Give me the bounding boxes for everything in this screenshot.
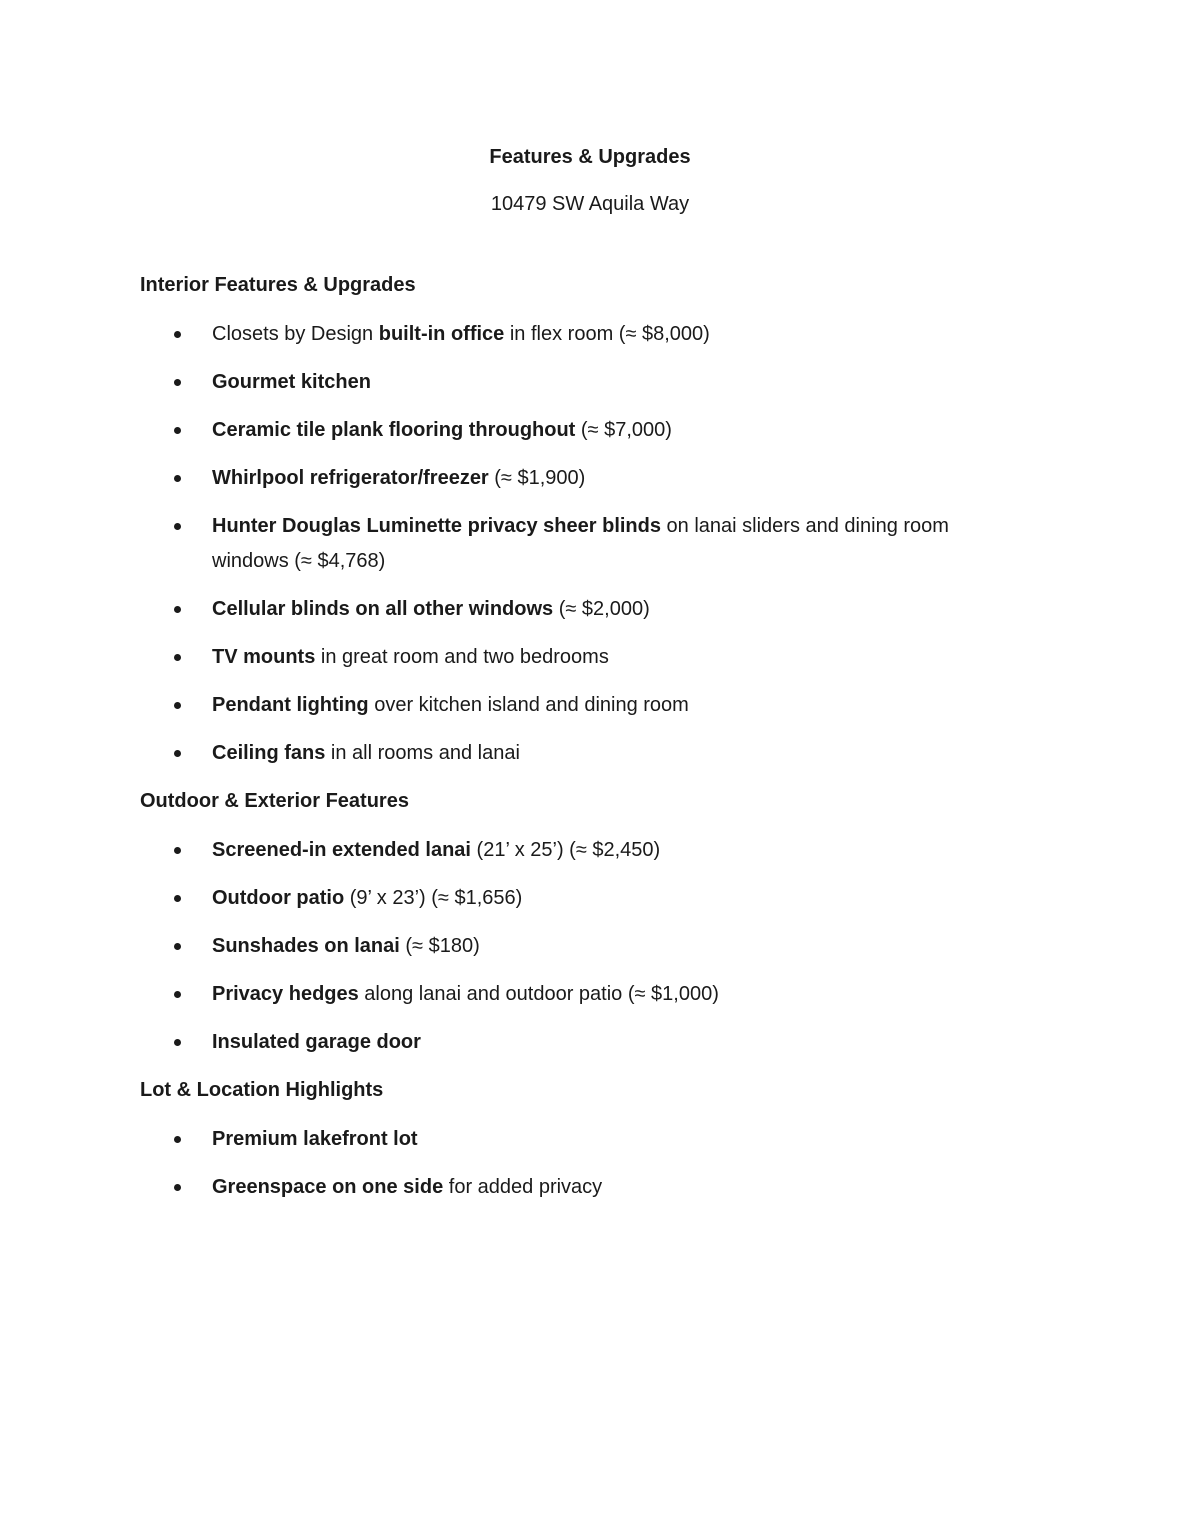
item-text-bold: Cellular blinds on all other windows (212, 598, 554, 620)
list-item (140, 1170, 1012, 1205)
list-item (140, 881, 1012, 916)
bullet-icon (174, 427, 181, 434)
list-item (140, 365, 1012, 400)
section-heading-interior: Interior Features & Upgrades (140, 274, 416, 296)
list-item (140, 736, 1012, 771)
item-text-bold: Sunshades on lanai (212, 935, 400, 957)
item-text-bold: Premium lakefront lot (212, 1128, 418, 1150)
item-text-bold: Insulated garage door (212, 1031, 421, 1053)
item-text-rest: along lanai and outdoor patio (≈ $1,000) (358, 983, 719, 1005)
item-text-rest: (≈ $180) (399, 935, 480, 957)
bullet-icon (174, 331, 181, 338)
item-text-rest: (≈ $1,900) (488, 467, 586, 489)
bullet-icon (174, 475, 181, 482)
list-item (140, 509, 1012, 579)
list-item (140, 592, 1012, 627)
item-text-bold: built-in office (378, 323, 505, 345)
bullet-icon (174, 654, 181, 661)
item-text-rest: in flex room (≈ $8,000) (504, 323, 710, 345)
bullet-icon (174, 895, 181, 902)
bullet-icon (174, 1184, 181, 1191)
item-text-bold: Gourmet kitchen (212, 371, 371, 393)
item-text-rest: in all rooms and lanai (325, 742, 520, 764)
item-text-bold: Whirlpool refrigerator/freezer (212, 467, 489, 489)
list-item (140, 1122, 1012, 1157)
section-heading-lot: Lot & Location Highlights (140, 1079, 384, 1101)
list-item (140, 833, 1012, 868)
feature-list-lot (140, 1122, 1012, 1205)
bullet-icon (174, 847, 181, 854)
bullet-icon (174, 1136, 181, 1143)
bullet-icon (174, 750, 181, 757)
item-text-rest: (9’ x 23’) (≈ $1,656) (344, 887, 523, 909)
list-item (140, 1025, 1012, 1060)
list-item (140, 640, 1012, 675)
bullet-icon (174, 606, 181, 613)
item-text-rest: (21’ x 25’) (≈ $2,450) (470, 839, 661, 861)
section-heading-outdoor: Outdoor & Exterior Features (140, 790, 409, 812)
list-item (140, 977, 1012, 1012)
item-text-rest: in great room and two bedrooms (315, 646, 609, 668)
item-text-bold: Greenspace on one side (212, 1176, 444, 1198)
item-text-rest: (≈ $7,000) (575, 419, 672, 441)
item-text-rest: (≈ $2,000) (553, 598, 650, 620)
feature-list-outdoor (140, 833, 1012, 1060)
document-address: 10479 SW Aquila Way (490, 193, 690, 215)
item-text-bold: TV mounts (212, 646, 316, 668)
item-text-rest: over kitchen island and dining room (368, 694, 689, 716)
item-text-bold: Outdoor patio (212, 887, 345, 909)
bullet-icon (174, 943, 181, 950)
list-item (140, 929, 1012, 964)
bullet-icon (174, 991, 181, 998)
list-item (140, 413, 1012, 448)
item-text-rest: on lanai sliders and dining room windows (≈ $4,768) (212, 515, 949, 572)
list-item (140, 688, 1012, 723)
item-text-pre: Closets by Design (212, 323, 379, 345)
item-text-bold: Pendant lighting (212, 694, 369, 716)
item-text-rest: for added privacy (443, 1176, 603, 1198)
bullet-icon (174, 1039, 181, 1046)
document-title: Features & Upgrades (489, 146, 691, 168)
item-text-bold: Screened-in extended lanai (212, 839, 471, 861)
item-text-bold: Ceramic tile plank flooring throughout (212, 419, 576, 441)
bullet-icon (174, 702, 181, 709)
list-item (140, 317, 1012, 352)
bullet-icon (174, 523, 181, 530)
item-text-bold: Ceiling fans (212, 742, 326, 764)
bullet-icon (174, 379, 181, 386)
item-text-bold: Privacy hedges (212, 983, 359, 1005)
list-item (140, 461, 1012, 496)
feature-list-interior (140, 317, 1012, 771)
item-text-bold: Hunter Douglas Luminette privacy sheer blinds (212, 515, 661, 537)
